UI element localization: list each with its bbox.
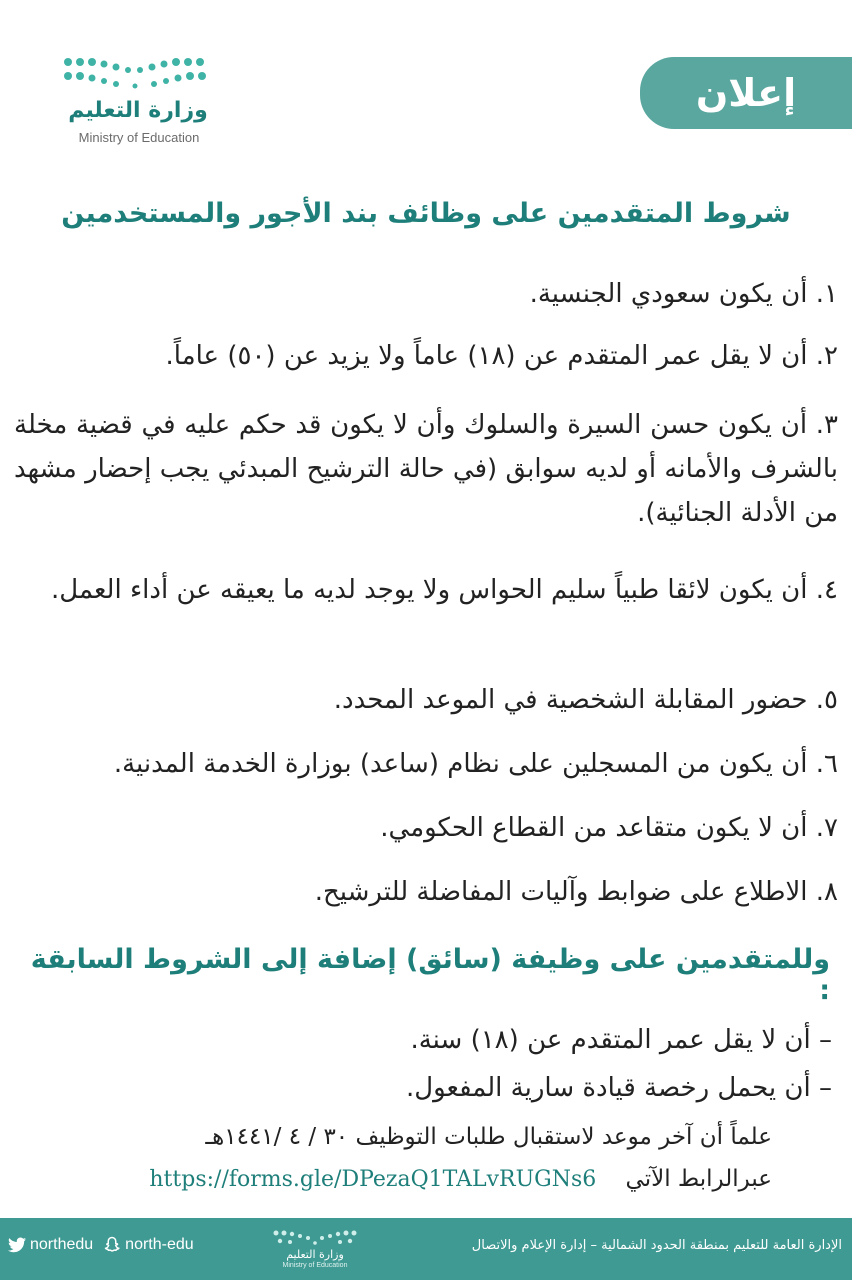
footer-logo-dots-icon (270, 1228, 360, 1248)
condition-block (14, 678, 838, 722)
condition-item: ٤. أن يكون لائقا طبياً سليم الحواس ولا يوجد لديه ما يعيقه عن أداء العمل. (51, 575, 838, 605)
driver-conditions (14, 1018, 832, 1062)
announcement-badge: إعلان (640, 57, 852, 129)
logo-text-ar: وزارة التعليم (68, 98, 208, 123)
logo-text-en: Ministry of Education (78, 130, 200, 145)
condition-block (14, 403, 838, 535)
condition-item: ٣. أن يكون حسن السيرة والسلوك وأن لا يكون قد حكم عليه في قضية مخلة بالشرف والأمانه أو لديه سوابق (في حالة الترشيح المبدئي يجب إحضار مشهد من الأدلة الجنائية). (14, 410, 838, 528)
condition-block (14, 742, 838, 786)
social-accounts (8, 1236, 194, 1254)
footer-logo (270, 1228, 360, 1272)
condition-item: ٦. أن يكون من المسجلين على نظام (ساعد) بوزارة الخدمة المدنية. (113, 749, 838, 779)
logo-dots-icon (60, 54, 210, 94)
link-line (60, 1166, 772, 1192)
snapchat-handle: north-edu (125, 1236, 194, 1253)
deadline-note: علماً أن آخر موعد لاستقبال طلبات التوظيف ٣٠ / ٤ /١٤٤١هـ (205, 1124, 772, 1150)
condition-item: ٨. الاطلاع على ضوابط وآليات المفاضلة للترشيح. (314, 877, 838, 907)
condition-block (14, 568, 838, 612)
driver-section-title: وللمتقدمين على وظيفة (سائق) إضافة إلى الشروط السابقة : (30, 944, 830, 1006)
driver-condition-block (14, 1066, 832, 1110)
twitter-account[interactable] (8, 1236, 93, 1254)
page-title: شروط المتقدمين على وظائف بند الأجور والمستخدمين (61, 198, 791, 229)
ministry-logo (40, 50, 240, 150)
footer-logo-ar: وزارة التعليم (286, 1248, 344, 1261)
condition-item: ٢. أن لا يقل عمر المتقدم عن (١٨) عاماً ولا يزيد عن (٥٠) عاماً. (165, 341, 838, 371)
condition-block (14, 334, 838, 378)
conditions-list (14, 272, 838, 316)
condition-item: ١. أن يكون سعودي الجنسية. (529, 279, 838, 309)
snapchat-icon (103, 1236, 121, 1254)
footer-department: الإدارة العامة للتعليم بمنطقة الحدود الشمالية – إدارة الإعلام والاتصال (471, 1238, 842, 1253)
twitter-icon (8, 1237, 26, 1253)
twitter-handle: northedu (30, 1236, 94, 1253)
driver-condition-item: – أن لا يقل عمر المتقدم عن (١٨) سنة. (410, 1025, 832, 1055)
snapchat-account[interactable] (103, 1236, 194, 1254)
condition-item: ٧. أن لا يكون متقاعد من القطاع الحكومي. (380, 813, 838, 843)
link-prefix: عبرالرابط الآتي (625, 1166, 772, 1192)
footer-logo-en: Ministry of Education (282, 1262, 348, 1269)
application-link[interactable]: https://forms.gle/DPezaQ1TALvRUGNs6 (149, 1167, 597, 1192)
driver-condition-item: – أن يحمل رخصة قيادة سارية المفعول. (405, 1073, 832, 1103)
footer-bar (0, 1218, 852, 1280)
condition-item: ٥. حضور المقابلة الشخصية في الموعد المحدد. (333, 685, 838, 715)
condition-block (14, 806, 838, 850)
condition-block (14, 870, 838, 914)
